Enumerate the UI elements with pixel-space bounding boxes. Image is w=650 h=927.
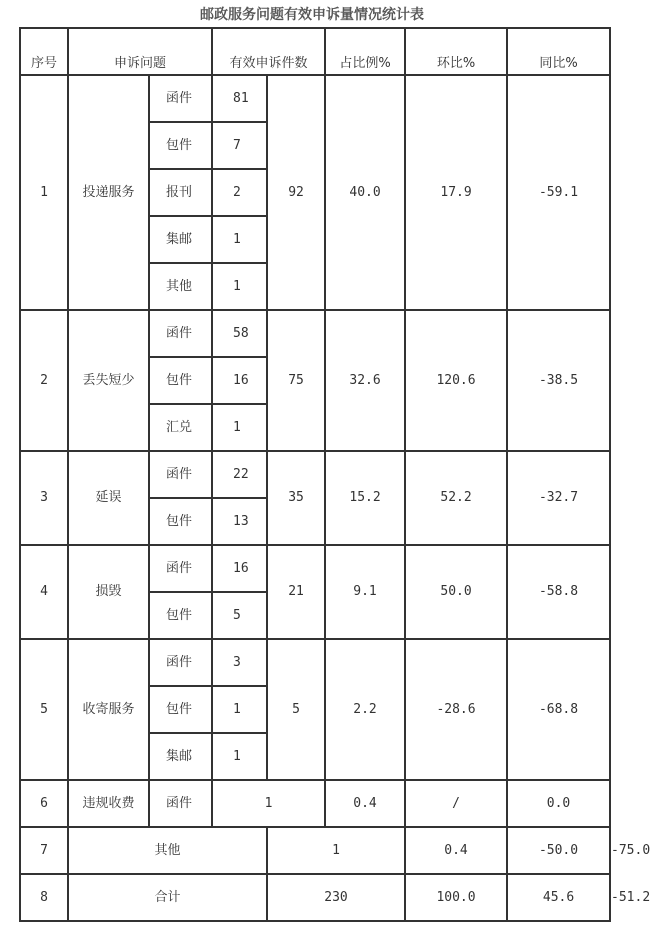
- value-total: 92: [267, 75, 325, 310]
- sub-count: 5: [212, 592, 267, 639]
- table-row: 7 其他 1 0.4 -50.0 -75.0: [20, 827, 610, 874]
- row-number: 1: [20, 75, 68, 310]
- table-row: [20, 451, 610, 498]
- value-mom: 50.0: [405, 545, 507, 639]
- sub-type: 集邮: [149, 216, 212, 263]
- table-row: [20, 75, 610, 122]
- complaint-stats-table: [19, 27, 650, 922]
- table-row: [20, 639, 610, 686]
- sub-count: 1: [212, 404, 267, 451]
- issue-name: 损毁: [68, 545, 149, 639]
- issue-name: 其他: [68, 827, 267, 874]
- table-row: [20, 310, 610, 357]
- sub-count: 1: [212, 216, 267, 263]
- sub-type: 汇兑: [149, 404, 212, 451]
- value-share: 32.6: [325, 310, 405, 451]
- sub-type: 函件: [149, 310, 212, 357]
- sub-type: 包件: [149, 592, 212, 639]
- value-total: 230: [267, 874, 405, 921]
- issue-name: 丢失短少: [68, 310, 149, 451]
- issue-name: 收寄服务: [68, 639, 149, 780]
- table-title: 邮政服务问题有效申诉量情况统计表: [200, 7, 424, 23]
- sub-count: 58: [212, 310, 267, 357]
- issue-name: 合计: [68, 874, 267, 921]
- total-row: 8 合计 230 100.0 45.6 -51.2: [20, 874, 610, 921]
- header-yoy: 同比%: [507, 28, 610, 75]
- value-total: 35: [267, 451, 325, 545]
- value-mom: 52.2: [405, 451, 507, 545]
- value-total: 1: [267, 827, 405, 874]
- sub-count: 1: [212, 263, 267, 310]
- value-share: 9.1: [325, 545, 405, 639]
- sub-type: 函件: [149, 451, 212, 498]
- sub-count: 3: [212, 639, 267, 686]
- value-share: 0.4: [405, 827, 507, 874]
- sub-count: 13: [212, 498, 267, 545]
- sub-type: 包件: [149, 498, 212, 545]
- sub-count: 2: [212, 169, 267, 216]
- row-number: 7: [20, 827, 68, 874]
- header-mom: 环比%: [405, 28, 507, 75]
- row-number: 2: [20, 310, 68, 451]
- value-total: 5: [267, 639, 325, 780]
- issue-name: 违规收费: [68, 780, 149, 827]
- sub-type: 其他: [149, 263, 212, 310]
- value-mom: /: [405, 780, 507, 827]
- value-mom: -50.0: [507, 827, 610, 874]
- issue-name: 延误: [68, 451, 149, 545]
- value-total: 21: [267, 545, 325, 639]
- row-number: 5: [20, 639, 68, 780]
- header-issue: 申诉问题: [68, 28, 212, 75]
- header-no: 序号: [20, 28, 68, 75]
- table-row: [20, 545, 610, 592]
- value-total: 75: [267, 310, 325, 451]
- value-share: 2.2: [325, 639, 405, 780]
- sub-type: 包件: [149, 122, 212, 169]
- row-number: 6: [20, 780, 68, 827]
- value-yoy: -32.7: [507, 451, 610, 545]
- value-yoy: -38.5: [507, 310, 610, 451]
- value-mom: 17.9: [405, 75, 507, 310]
- sub-type: 函件: [149, 545, 212, 592]
- table-row: [20, 780, 610, 827]
- row-number: 8: [20, 874, 68, 921]
- value-yoy: -68.8: [507, 639, 610, 780]
- value-yoy: -59.1: [507, 75, 610, 310]
- sub-type: 包件: [149, 686, 212, 733]
- value-share: 15.2: [325, 451, 405, 545]
- value-share: 100.0: [405, 874, 507, 921]
- row-number: 4: [20, 545, 68, 639]
- header-row: [20, 28, 610, 75]
- sub-type: 函件: [149, 780, 212, 827]
- header-count: 有效申诉件数: [212, 28, 325, 75]
- value-mom: -28.6: [405, 639, 507, 780]
- value-yoy: 0.0: [507, 780, 610, 827]
- sub-type: 函件: [149, 639, 212, 686]
- sub-count: 1: [212, 733, 267, 780]
- value-share: 40.0: [325, 75, 405, 310]
- sub-count: 22: [212, 451, 267, 498]
- sub-count: 7: [212, 122, 267, 169]
- value-total: 1: [212, 780, 325, 827]
- sub-type: 函件: [149, 75, 212, 122]
- sub-count: 81: [212, 75, 267, 122]
- value-mom: 120.6: [405, 310, 507, 451]
- issue-name: 投递服务: [68, 75, 149, 310]
- sub-type: 包件: [149, 357, 212, 404]
- value-mom: 45.6: [507, 874, 610, 921]
- sub-count: 16: [212, 545, 267, 592]
- sub-type: 报刊: [149, 169, 212, 216]
- sub-count: 16: [212, 357, 267, 404]
- header-share: 占比例%: [325, 28, 405, 75]
- sub-count: 1: [212, 686, 267, 733]
- row-number: 3: [20, 451, 68, 545]
- sub-type: 集邮: [149, 733, 212, 780]
- value-yoy: -58.8: [507, 545, 610, 639]
- value-share: 0.4: [325, 780, 405, 827]
